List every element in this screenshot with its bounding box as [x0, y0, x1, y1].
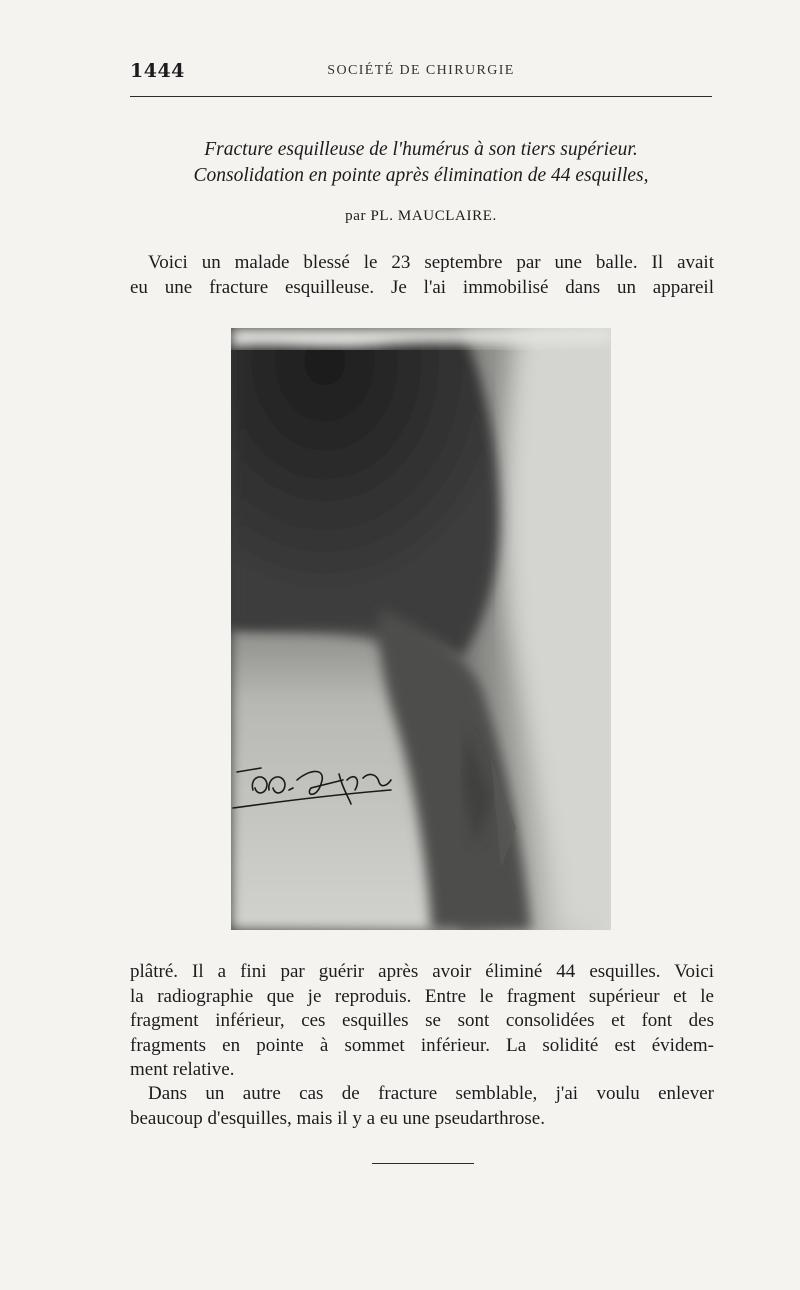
header-rule [130, 96, 712, 97]
paragraph-line: Dans un autre cas de fracture semblable, j'ai voulu enlever [148, 1083, 714, 1104]
paragraph-line: plâtré. Il a fini par guérir après avoir éliminé 44 esquilles. Voici [130, 961, 714, 982]
paragraph-line: fragments en pointe à sommet inférieur. La solidité est évidem- [130, 1034, 714, 1056]
paragraph-line: la radiographie que je reproduis. Entre le fragment supérieur et le [130, 985, 714, 1007]
journal-title: SOCIÉTÉ DE CHIRURGIE [327, 63, 515, 78]
paragraph-line: Voici un malade blessé le 23 septembre par une balle. Il avait [148, 252, 714, 273]
radiograph-image [231, 328, 611, 930]
page-number: 1444 [130, 60, 185, 82]
article-title-line-2: Consolidation en pointe après élimination de 44 esquilles, [193, 165, 649, 186]
paragraph-3 [130, 1082, 714, 1131]
end-rule [372, 1163, 474, 1164]
paragraph-line: eu une fracture esquilleuse. Je l'ai immobilisé dans un appareil [130, 276, 714, 298]
paragraph-line: fragment inférieur, ces esquilles se sont consolidées et font des [130, 1010, 714, 1031]
byline [130, 208, 712, 225]
paragraph-1 [130, 251, 714, 300]
author-name: PL. MAUCLAIRE. [370, 208, 497, 224]
byline-prefix: par [345, 208, 367, 224]
article-title [130, 137, 712, 189]
paragraph-line: beaucoup d'esquilles, mais il y a eu une pseudarthrose. [130, 1107, 545, 1129]
paragraph-line: ment relative. [130, 1059, 235, 1080]
article-title-line-1: Fracture esquilleuse de l'humérus à son tiers supérieur. [204, 139, 638, 160]
radiograph-figure [231, 328, 611, 930]
running-head [130, 60, 712, 84]
paragraph-2 [130, 960, 714, 1083]
